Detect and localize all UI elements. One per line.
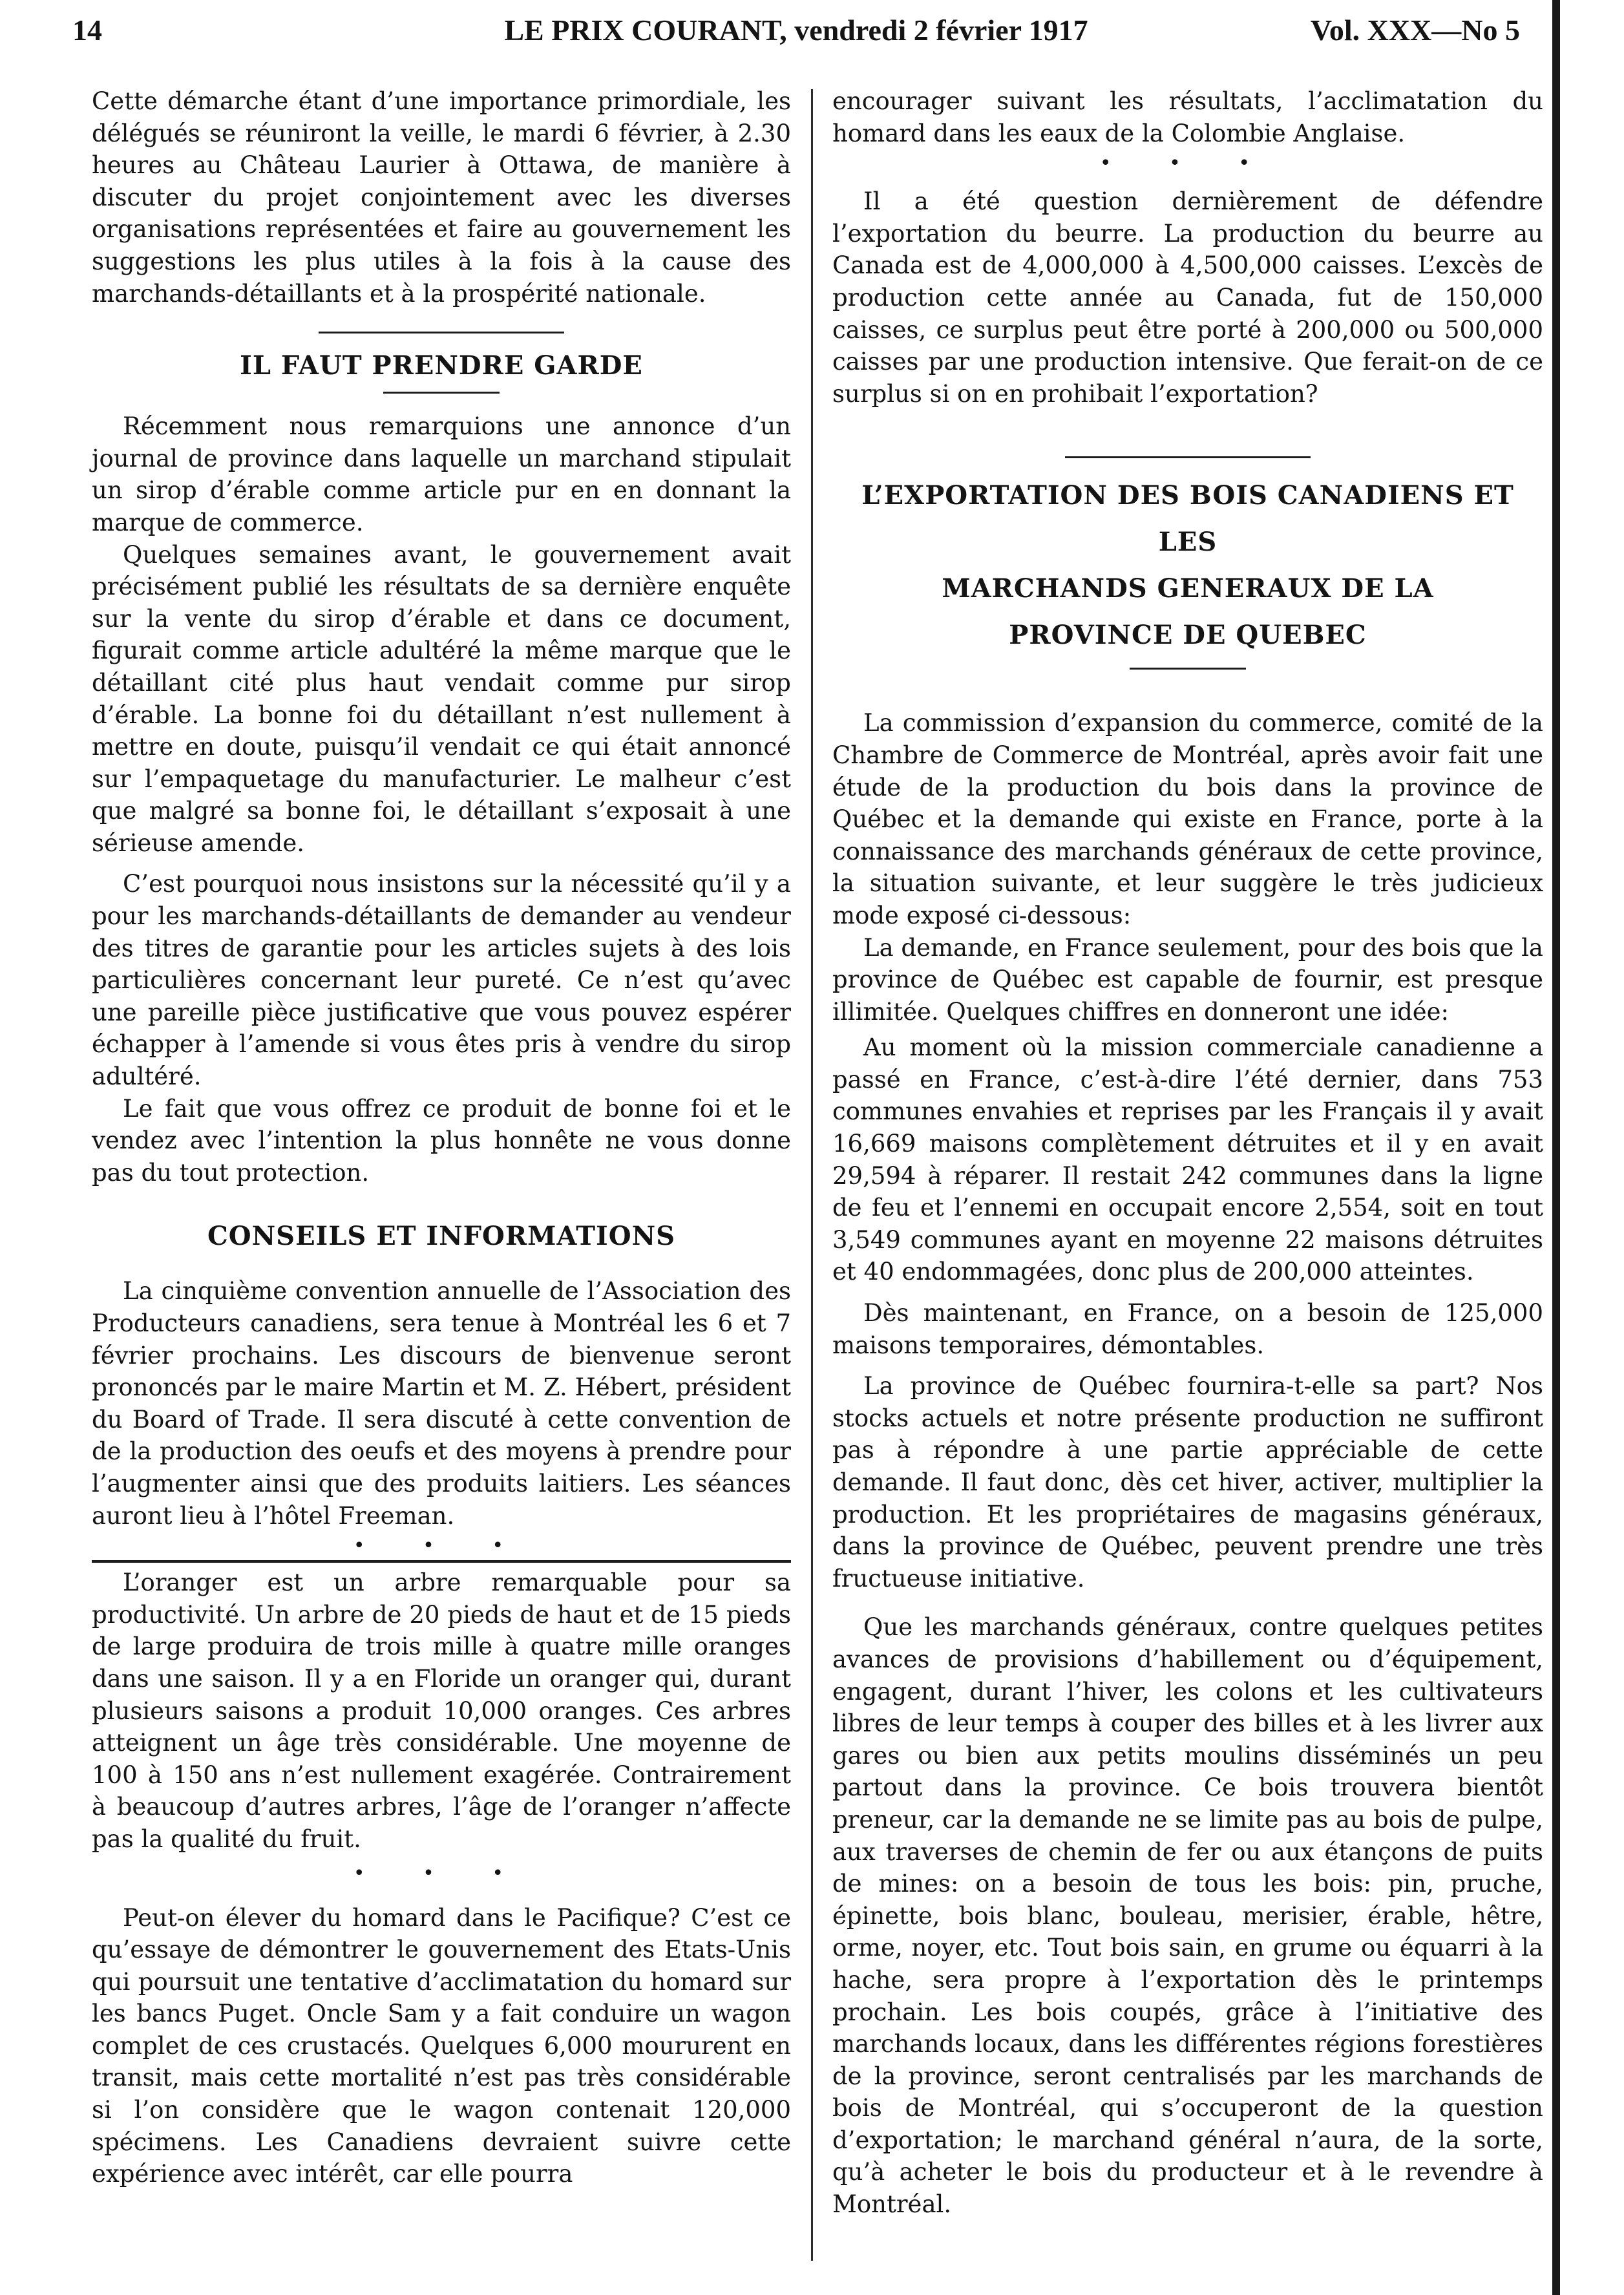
publication-title: LE PRIX COURANT, vendredi 2 février 1917 <box>504 14 1088 47</box>
heading-underline <box>383 392 500 394</box>
separator-stars: • • • <box>1099 152 1276 175</box>
article-paragraph: Le fait que vous offrez ce produit de bonne foi et le vendez avec l’intention la plus honnête ne vous donne pas du tout protection. <box>92 1094 791 1187</box>
right-column <box>832 85 1543 2221</box>
article-paragraph: Que les marchands généraux, contre quelques petites avances de provisions d’habillement ou d’équipement, engagent, durant l’hiver, les colons et les cultivateurs libres de leur temps à couper des billes et à les livrer aux gares ou bien aux petits moulins disséminés un peu partout dans la province. Ce bois trouvera bientôt preneur, car la demande ne se limite pas au bois de pulpe, aux traverses de chemin de fer ou aux étançons de puits de mines: on a besoin de tous les bois: pin, pruche, épinette, bois blanc, bouleau, merisier, érable, hêtre, orme, noyer, etc. Tout bois sain, en grume ou équarri à la hache, sera propre à l’exportation dès le printemps prochain. Les bois coupés, grâce à l’initiative des marchands locaux, dans les différentes régions forestières de la province, seront centralisés par les marchands de bois de Montréal, qui s’occuperont de la question d’exportation; le marchand général n’aura, de la sorte, qu’à acheter le bois du producteur et à le revendre à Montréal. <box>832 1613 1543 2219</box>
section-rule <box>319 332 564 333</box>
heading-line: PROVINCE DE QUEBEC <box>1009 620 1367 651</box>
section-rule <box>1065 456 1311 458</box>
article-paragraph: C’est pourquoi nous insistons sur la nécessité qu’il y a pour les marchands-détaillants de demander au vendeur des titres de garantie pour les articles sujets à des lois particulières concernant leur pureté. Ce n’est qu’avec une pareille pièce justificative que vous pouvez espérer échapper à l’amende si vous êtes pris à vendre du sirop adultéré. <box>92 870 791 1091</box>
article-paragraph: La demande, en France seulement, pour des bois que la province de Québec est capable de fournir, est presque illimitée. Quelques chiffres en donneront une idée: <box>832 933 1543 1026</box>
article-paragraph: Il a été question dernièrement de défendre l’exportation du beurre. La production du beurre au Canada est de 4,000,000 à 4,500,000 caisses. L’excès de production cette année au Canada, fut de 150,000 caisses, ce surplus peut être porté à 200,000 ou 500,000 caisses par une production intensive. Que ferait-on de ce surplus si on en prohibait l’exportation? <box>832 187 1543 408</box>
volume-number: Vol. XXX—No 5 <box>1310 14 1520 47</box>
heading-line: L’EXPORTATION DES BOIS CANADIENS ET LES <box>861 480 1514 558</box>
article-paragraph: Au moment où la mission commerciale canadienne a passé en France, c’est-à-dire l’été dernier, dans 753 communes envahies et reprises par les Français il y avait 16,669 maisons complètement détruites et il y en avait 29,594 à réparer. Il restait 242 communes dans la ligne de feu et l’ennemi en occupait encore 2,554, soit en tout 3,549 communes ayant en moyenne 22 maisons détruites et 40 endommagées, donc plus de 200,000 atteintes. <box>832 1033 1543 1286</box>
article-paragraph: L’oranger est un arbre remarquable pour sa productivité. Un arbre de 20 pieds de haut et de 15 pieds de large produira de trois mille à quatre mille oranges dans une saison. Il y a en Floride un oranger qui, durant plusieurs saisons a produit 10,000 oranges. Ces arbres atteignent un âge très considérable. Une moyenne de 100 à 150 ans n’est nullement exagérée. Contrairement à beaucoup d’autres arbres, l’âge de l’oranger n’affecte pas la qualité du fruit. <box>92 1569 791 1853</box>
separator-rule <box>92 1560 791 1563</box>
separator-stars: • • • <box>353 1861 530 1885</box>
article-paragraph: La province de Québec fournira-t-elle sa part? Nos stocks actuels et notre présente production ne suffiront pas à répondre à une partie appréciable de cette demande. Il faut donc, dès cet hiver, activer, multiplier la production. Et les propriétaires de magasins généraux, dans la province de Québec, peuvent prendre une très fructueuse initiative. <box>832 1372 1543 1592</box>
intro-paragraph: Cette démarche étant d’une importance primordiale, les délégués se réuniront la veille, le mardi 6 février, à 2.30 heures au Château Laurier à Ottawa, de manière à discuter du projet conjointement avec les diverses organisations représentées et faire au gouvernement les suggestions les plus utiles à la fois à la cause des marchands-détaillants et à la prospérité nationale. <box>92 87 791 308</box>
heading-conseils: CONSEILS ET INFORMATIONS <box>207 1221 676 1252</box>
article-paragraph: La cinquième convention annuelle de l’Association des Producteurs canadiens, sera tenue à Montréal les 6 et 7 février prochains. Les discours de bienvenue seront prononcés par le maire Martin et M. Z. Hébert, président du Board of Trade. Il sera discuté à cette convention de de la production des oeufs et des moyens à prendre pour l’augmenter ainsi que des produits laitiers. Les séances auront lieu à l’hôtel Freeman. <box>92 1277 791 1530</box>
page-header <box>72 13 1520 56</box>
separator-stars: • • • <box>353 1534 530 1558</box>
page-number: 14 <box>72 14 102 47</box>
left-column <box>92 85 791 2190</box>
article-paragraph: Peut-on élever du homard dans le Pacifique? C’est ce qu’essaye de démontrer le gouvernement des Etats-Unis qui poursuit une tentative d’acclimatation du homard sur les bancs Puget. Oncle Sam y a fait conduire un wagon complet de ces crustacés. Quelques 6,000 moururent en transit, mais cette mortalité n’est pas très considérable si l’on considère que le wagon contenait 120,000 spécimens. Les Canadiens devraient suivre cette expérience avec intérêt, car elle pourra <box>92 1903 791 2188</box>
heading-line: MARCHANDS GENERAUX DE LA <box>942 573 1434 604</box>
article-paragraph: Quelques semaines avant, le gouvernement avait précisément publié les résultats de sa dernière enquête sur la vente du sirop d’érable et dans ce document, figurait comme article adultéré la même marque que le détaillant cité plus haut vendait comme pur sirop d’érable. La bonne foi du détaillant n’est nullement à mettre en doute, puisqu’il vendait ce qui était annoncé sur l’empaquetage du manufacturier. Le malheur c’est que malgré sa bonne foi, le détaillant s’exposait à une sérieuse amende. <box>92 540 791 857</box>
article-paragraph: encourager suivant les résultats, l’acclimatation du homard dans les eaux de la Colombie Anglaise. <box>832 87 1543 147</box>
article-paragraph: La commission d’expansion du commerce, comité de la Chambre de Commerce de Montréal, après avoir fait une étude de la production du bois dans la province de Québec et la demande qui existe en France, porte à la connaissance des marchands généraux de cette province, la situation suivante, et leur suggère le très judicieux mode exposé ci-dessous: <box>832 709 1543 929</box>
column-divider <box>811 89 813 2261</box>
heading-prendre-garde: IL FAUT PRENDRE GARDE <box>240 350 643 381</box>
page-edge-rule <box>1552 0 1560 2295</box>
article-paragraph: Récemment nous remarquions une annonce d’un journal de province dans laquelle un marchand stipulait un sirop d’érable comme article pur en en donnant la marque de commerce. <box>92 412 791 536</box>
heading-exportation-bois <box>832 472 1543 659</box>
article-paragraph: Dès maintenant, en France, on a besoin de 125,000 maisons temporaires, démontables. <box>832 1299 1543 1359</box>
heading-underline <box>1130 668 1246 670</box>
